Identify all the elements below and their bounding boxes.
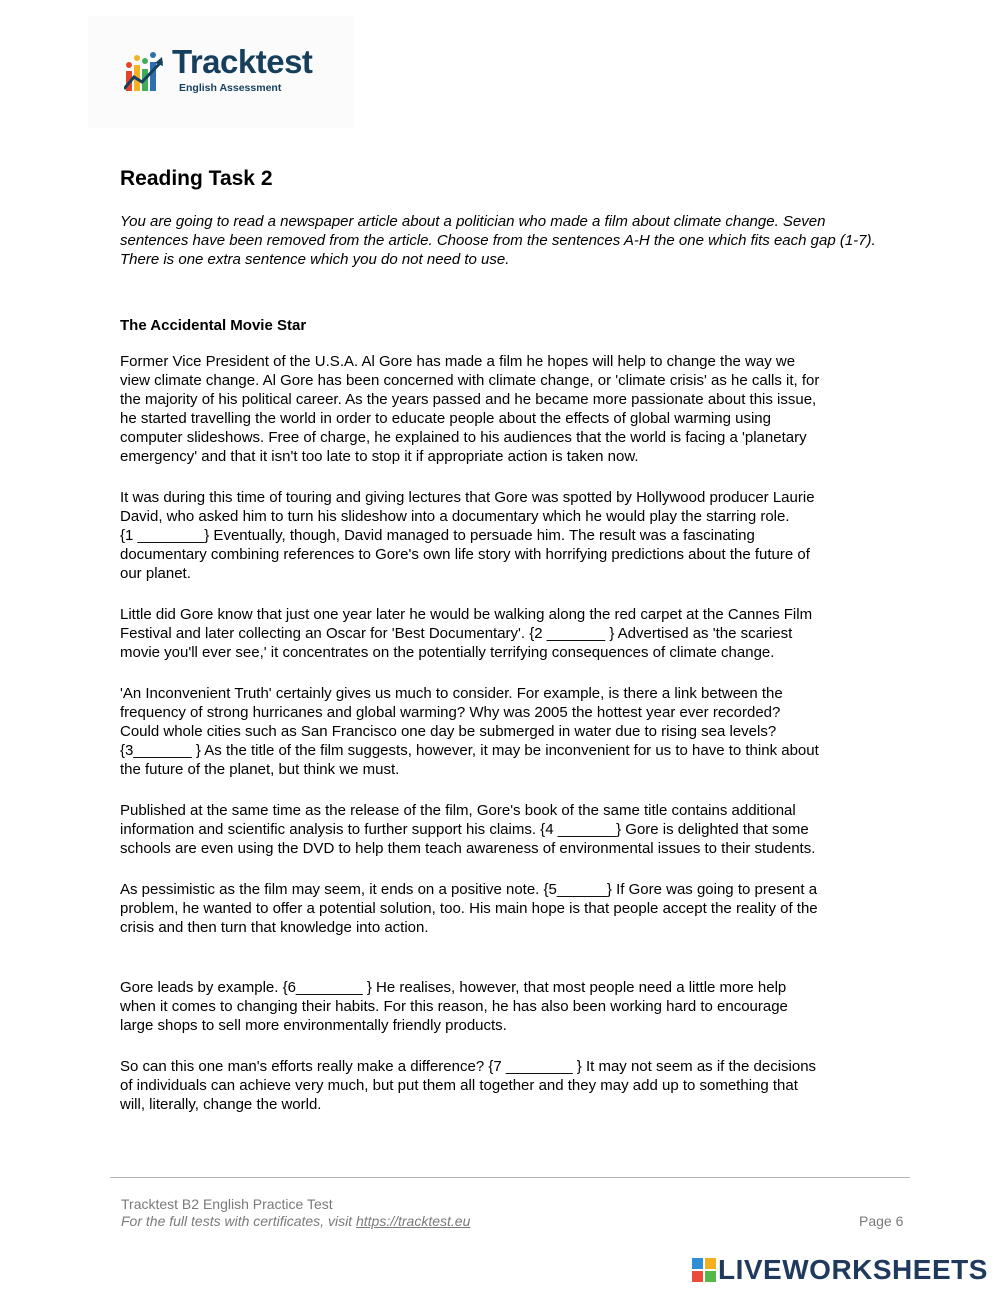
- footer-promo: [121, 1212, 470, 1230]
- page-number: Page 6: [859, 1213, 904, 1229]
- article-paragraph-3: Little did Gore know that just one year later he would be walking along the red carpet at the Cannes Film Festival and later collecting an Oscar for 'Best Documentary'. {2 _______ } Advertised as 'the scariest movie you'll ever see,' it concentrates on the potentially terrifying consequences of climate change.: [120, 606, 813, 661]
- footer-link[interactable]: https://tracktest.eu: [355, 1213, 471, 1229]
- footer-test-name: Tracktest B2 English Practice Test: [121, 1196, 333, 1212]
- article-paragraph-2: It was during this time of touring and giving lectures that Gore was spotted by Hollywood producer Laurie David, who asked him to turn his slideshow into a documentary which he would play the starring role. {1 ________} Eventually, though, David managed to persuade him. The result was a fascinating documentary combining references to Gore's own life story with horrifying predictions about the future of our planet.: [120, 489, 815, 582]
- lw-icon-square-blue: [692, 1258, 703, 1269]
- liveworksheets-icon: [692, 1258, 716, 1282]
- footer-divider: [110, 1177, 910, 1178]
- article-paragraph-7: Gore leads by example. {6________ } He realises, however, that most people need a little more help when it comes to changing their habits. For this reason, he has also been working hard to encourage large shops to sell more environmentally friendly products.: [120, 979, 788, 1034]
- liveworksheets-wordmark: LIVEWORKSHEETS: [718, 1254, 988, 1285]
- article-paragraph-1: Former Vice President of the U.S.A. Al Gore has made a film he hopes will help to change the way we view climate change. Al Gore has been concerned with climate change, or 'climate crisis' as he calls it, for the majority of his political career. As the years passed and he became more passionate about this issue, he started travelling the world in order to educate people about the effects of global warming using computer slideshows. Free of charge, he explained to his audiences that the world is facing a 'planetary emergency' and that it isn't too late to stop it if appropriate action is taken now.: [120, 353, 820, 465]
- article-paragraph-4: 'An Inconvenient Truth' certainly gives us much to consider. For example, is there a link between the frequency of strong hurricanes and global warming? Why was 2005 the hottest year ever recorded? Could whole cities such as San Francisco one day be submerged in water due to rising sea levels? {3_______ } As the title of the film suggests, however, it may be inconvenient for us to have to think about the future of the planet, but think we must.: [120, 685, 819, 778]
- article-paragraph-6: As pessimistic as the film may seem, it ends on a positive note. {5______} If Gore was going to present a problem, he wanted to offer a potential solution, too. His main hope is that people accept the reality of the crisis and then turn that knowledge into action.: [120, 881, 818, 936]
- logo-title: Tracktest: [172, 43, 313, 80]
- task-instructions: You are going to read a newspaper article about a politician who made a film about climate change. Seven sentences have been removed from the article. Choose from the sentences A-H the one which fits each gap (1-7). There is one extra sentence which you do not need to use.: [120, 213, 876, 268]
- tracktest-logo: [88, 16, 354, 128]
- lw-icon-square-green: [705, 1271, 716, 1282]
- article-title: The Accidental Movie Star: [120, 317, 307, 334]
- article-paragraph-8: So can this one man's efforts really make a difference? {7 ________ } It may not seem as if the decisions of individuals can achieve very much, but put them all together and they may add up to something that will, literally, change the world.: [120, 1058, 817, 1113]
- liveworksheets-logo[interactable]: [692, 1255, 988, 1285]
- logo-chart-icon: [124, 51, 164, 93]
- lw-icon-square-red: [692, 1271, 703, 1282]
- footer-promo-text: For the full tests with certificates, visit: [121, 1213, 356, 1229]
- task-heading: Reading Task 2: [120, 167, 273, 190]
- lw-icon-square-yellow: [705, 1258, 716, 1269]
- logo-subtitle: English Assessment: [179, 82, 282, 94]
- article-paragraph-5: Published at the same time as the release of the film, Gore's book of the same title contains additional information and scientific analysis to further support his claims. {4 _______} Gore is delighted that some schools are even using the DVD to help them teach awareness of environmental issues to their students.: [120, 802, 816, 857]
